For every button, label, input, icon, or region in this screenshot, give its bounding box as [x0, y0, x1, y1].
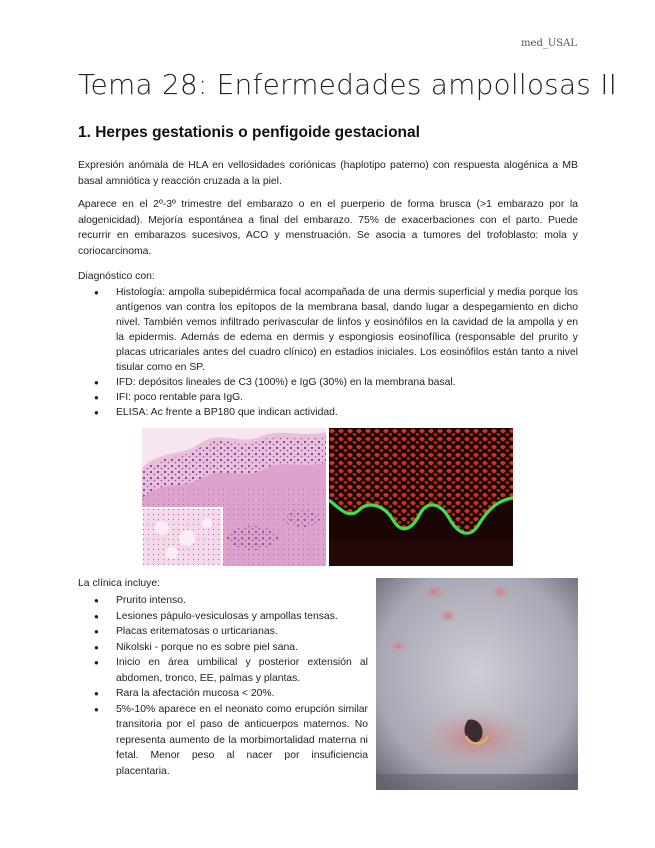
paragraph-presentation: Aparece en el 2º-3º trimestre del embarazo o en el puerperio de forma brusca (>1 embarazo por la alogenicidad). Mejoría espontánea a final del embarazo. 75% de exacerbaciones con el parto. Puede recurrir en embarazos sucesivos, ACO y menstruación. Se asocia a tumores del trofoblasto: mola y coriocarcinoma.	[78, 199, 578, 257]
list-item: ● Rara la afectación mucosa < 20%.	[78, 686, 368, 702]
paragraph-pathogenesis: Expresión anómala de HLA en vellosidades coriónicas (haplotipo paterno) con respuesta alogénica a MB basal amniótica y reacción cruzada a la piel.	[78, 160, 578, 187]
list-item: ● Inicio en área umbilical y posterior extensión al abdomen, tronco, EE, palmas y plantas.	[78, 655, 368, 686]
list-item: ● IFD: depósitos lineales de C3 (100%) e IgG (30%) en la membrana basal.	[78, 375, 578, 390]
list-item: ● Placas eritematosas o urticarianas.	[78, 624, 368, 640]
clinical-label: La clínica incluye:	[78, 578, 161, 589]
list-item: ● Lesiones pápulo-vesiculosas y ampollas tensas.	[78, 609, 368, 625]
clinical-list	[78, 593, 368, 779]
immunofluorescence-image	[329, 428, 513, 566]
list-item: ● ELISA: Ac frente a BP180 que indican actividad.	[78, 405, 578, 420]
list-item: ● IFI: poco rentable para IgG.	[78, 390, 578, 405]
section-heading: 1. Herpes gestationis o penfigoide gestacional	[78, 124, 420, 141]
header-tag: med_USAL	[521, 38, 577, 49]
list-item: ● Histología: ampolla subepidérmica focal acompañada de una dermis superficial y media porque los antígenos van contra los epítopos de la membrana basal, dando lugar a despegamiento en dicho nivel. También vemos infiltrado perivascular de linfos y eosinófilos en la cavidad de la ampolla y en la epidermis. Además de edema en dermis y espongiosis eosinofílica (responsable del prurito y placas utricariales antes del cuadro clínico) en estadios iniciales. Los eosinófilos están tanto a nivel tisular como en SP.	[78, 285, 578, 375]
list-item: ● Prurito intenso.	[78, 593, 368, 609]
diagnosis-list	[78, 285, 578, 420]
page-title: Tema 28: Enfermedades ampollosas II	[78, 68, 618, 101]
diagnosis-label: Diagnóstico con:	[78, 271, 155, 282]
list-item: ● 5%-10% aparece en el neonato como erupción similar transitoria por el paso de anticuerpos maternos. No representa aumento de la morbimortalidad materna ni fetal. Menor peso al nacer por insuficiencia placentaria.	[78, 702, 368, 780]
list-item: ● Nikolski - porque no es sobre piel sana.	[78, 640, 368, 656]
histology-image	[142, 428, 326, 566]
clinical-photo	[376, 578, 578, 790]
